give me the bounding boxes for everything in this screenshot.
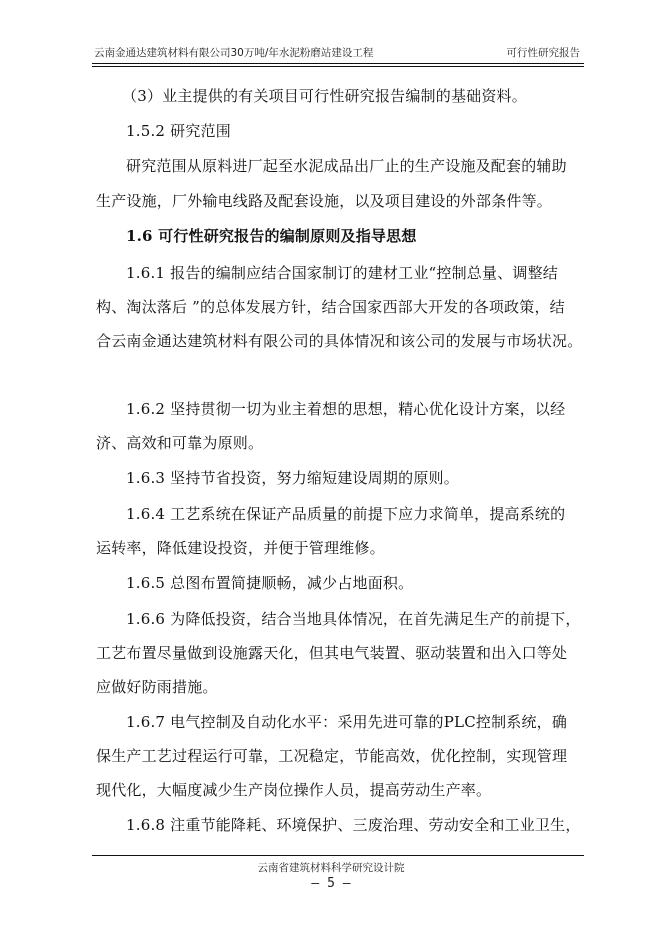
paragraph-1-6-1-line-1: 1.6.1 报告的编制应结合国家制订的建材工业“控制总量、调整结 <box>126 264 559 282</box>
header-report-type: 可行性研究报告 <box>506 47 580 59</box>
paragraph-1-6-4-line-1: 1.6.4 工艺系统在保证产品质量的前提下应力求简单，提高系统的 <box>126 505 566 523</box>
paragraph-1-6-7-line-1: 1.6.7 电气控制及自动化水平：采用先进可靠的PLC控制系统，确 <box>126 713 568 731</box>
paragraph-1-6-1-line-2: 构、淘汰落后 ”的总体发展方针，结合国家西部大开发的各项政策，结 <box>96 298 565 316</box>
paragraph-basis-3: （3）业主提供的有关项目可行性研究报告编制的基础资料。 <box>122 87 527 105</box>
header-rule-thick <box>92 63 584 64</box>
paragraph-1-6-5: 1.6.5 总图布置简捷顺畅，减少占地面积。 <box>126 574 414 592</box>
paragraph-1-6-8-line-1: 1.6.8 注重节能降耗、环境保护、三废治理、劳动安全和工业卫生， <box>126 816 581 834</box>
paragraph-1-6-6-line-1: 1.6.6 为降低投资，结合当地具体情况，在首先满足生产的前提下， <box>126 610 581 628</box>
header-project-title: 云南金通达建筑材料有限公司30万吨/年水泥粉磨站建设工程 <box>94 47 374 59</box>
paragraph-1-6-7-line-2: 保生产工艺过程运行可靠，工况稳定，节能高效，优化控制，实现管理 <box>96 747 568 765</box>
page-number: — 5 — <box>311 876 351 891</box>
paragraph-1-6-2-line-2: 济、高效和可靠为原则。 <box>96 434 264 452</box>
footer-organization: 云南省建筑材料科学研究设计院 <box>257 862 405 874</box>
paragraph-scope-line-1: 研究范围从原料进厂起至水泥成品出厂止的生产设施及配套的辅助 <box>126 157 567 175</box>
paragraph-1-6-4-line-2: 运转率，降低建设投资，并便于管理维修。 <box>96 539 385 557</box>
footer-rule <box>92 855 584 856</box>
header-rule-thin <box>92 66 584 67</box>
section-heading-1-6: 1.6 可行性研究报告的编制原则及指导思想 <box>126 227 417 245</box>
section-heading-1-5-2: 1.5.2 研究范围 <box>126 122 231 140</box>
page-header <box>92 40 584 62</box>
paragraph-1-6-6-line-2: 工艺布置尽量做到设施露天化，但其电气装置、驱动装置和出入口等处 <box>96 644 568 662</box>
paragraph-1-6-7-line-3: 现代化，大幅度减少生产岗位操作人员，提高劳动生产率。 <box>96 781 492 799</box>
paragraph-1-6-1-line-3: 合云南金通达建筑材料有限公司的具体情况和该公司的发展与市场状况。 <box>96 332 583 350</box>
paragraph-1-6-3: 1.6.3 坚持节省投资，努力缩短建设周期的原则。 <box>126 469 459 487</box>
paragraph-1-6-2-line-1: 1.6.2 坚持贯彻一切为业主着想的思想，精心优化设计方案，以经 <box>126 400 566 418</box>
paragraph-scope-line-2: 生产设施，厂外输电线路及配套设施，以及项目建设的外部条件等。 <box>96 192 553 210</box>
paragraph-1-6-6-line-3: 应做好防雨措施。 <box>96 678 218 696</box>
